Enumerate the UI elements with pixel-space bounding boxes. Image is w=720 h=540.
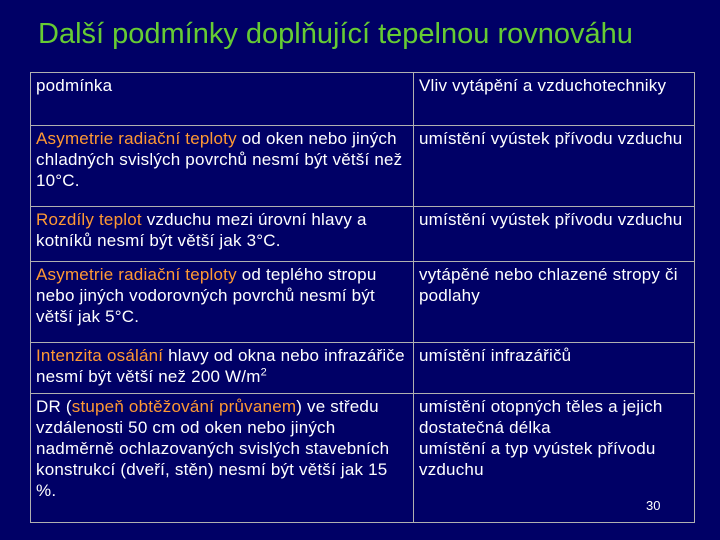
condition-prefix: DR ( xyxy=(36,397,72,416)
condition-text: hlavy od okna nebo infrazářiče nesmí být větší než 200 W/m xyxy=(36,346,405,386)
condition-text: ) ve středu vzdálenosti 50 cm od oken nebo jiných nadměrně ochlazovaných svislých stavebních konstrukcí (dveří, stěn) nesmí být větší jak 15 %. xyxy=(36,397,390,500)
highlight-term: Intenzita osálání xyxy=(36,346,164,365)
condition-cell xyxy=(31,262,414,343)
highlight-term: stupeň obtěžování průvanem xyxy=(71,397,297,416)
influence-cell: umístění vyústek přívodu vzduchu xyxy=(414,207,695,262)
table-row xyxy=(31,126,695,207)
influence-cell: umístění infrazářičů xyxy=(414,343,695,394)
table-row xyxy=(31,207,695,262)
table-header-row xyxy=(31,73,695,126)
highlight-term: Asymetrie radiační teploty xyxy=(36,129,237,148)
influence-line: umístění a typ vyústek přívodu vzduchu xyxy=(419,439,656,479)
condition-cell xyxy=(31,126,414,207)
condition-cell xyxy=(31,394,414,523)
highlight-term: Asymetrie radiační teploty xyxy=(36,265,237,284)
table-row xyxy=(31,394,695,523)
table-row xyxy=(31,262,695,343)
condition-text: vzduchu mezi úrovní hlavy a kotníků nesmí být větší jak 3°C. xyxy=(36,210,367,250)
slide-title: Další podmínky doplňující tepelnou rovnováhu xyxy=(38,18,633,50)
condition-cell xyxy=(31,343,414,394)
highlight-term: Rozdíly teplot xyxy=(36,210,142,229)
condition-cell xyxy=(31,207,414,262)
page-number: 30 xyxy=(646,498,661,513)
influence-cell: vytápěné nebo chlazené stropy či podlahy xyxy=(414,262,695,343)
conditions-table xyxy=(30,72,695,523)
influence-line: umístění otopných těles a jejich dostatečná délka xyxy=(419,397,663,437)
condition-text: od oken nebo jiných chladných svislých povrchů nesmí být větší než 10°C. xyxy=(36,129,403,190)
table-row xyxy=(31,343,695,394)
condition-text: od teplého stropu nebo jiných vodorovných povrchů nesmí být větší jak 5°C. xyxy=(36,265,377,326)
header-condition: podmínka xyxy=(31,73,414,126)
header-influence: Vliv vytápění a vzduchotechniky xyxy=(414,73,695,126)
influence-cell: umístění vyústek přívodu vzduchu xyxy=(414,126,695,207)
superscript: 2 xyxy=(260,366,267,379)
